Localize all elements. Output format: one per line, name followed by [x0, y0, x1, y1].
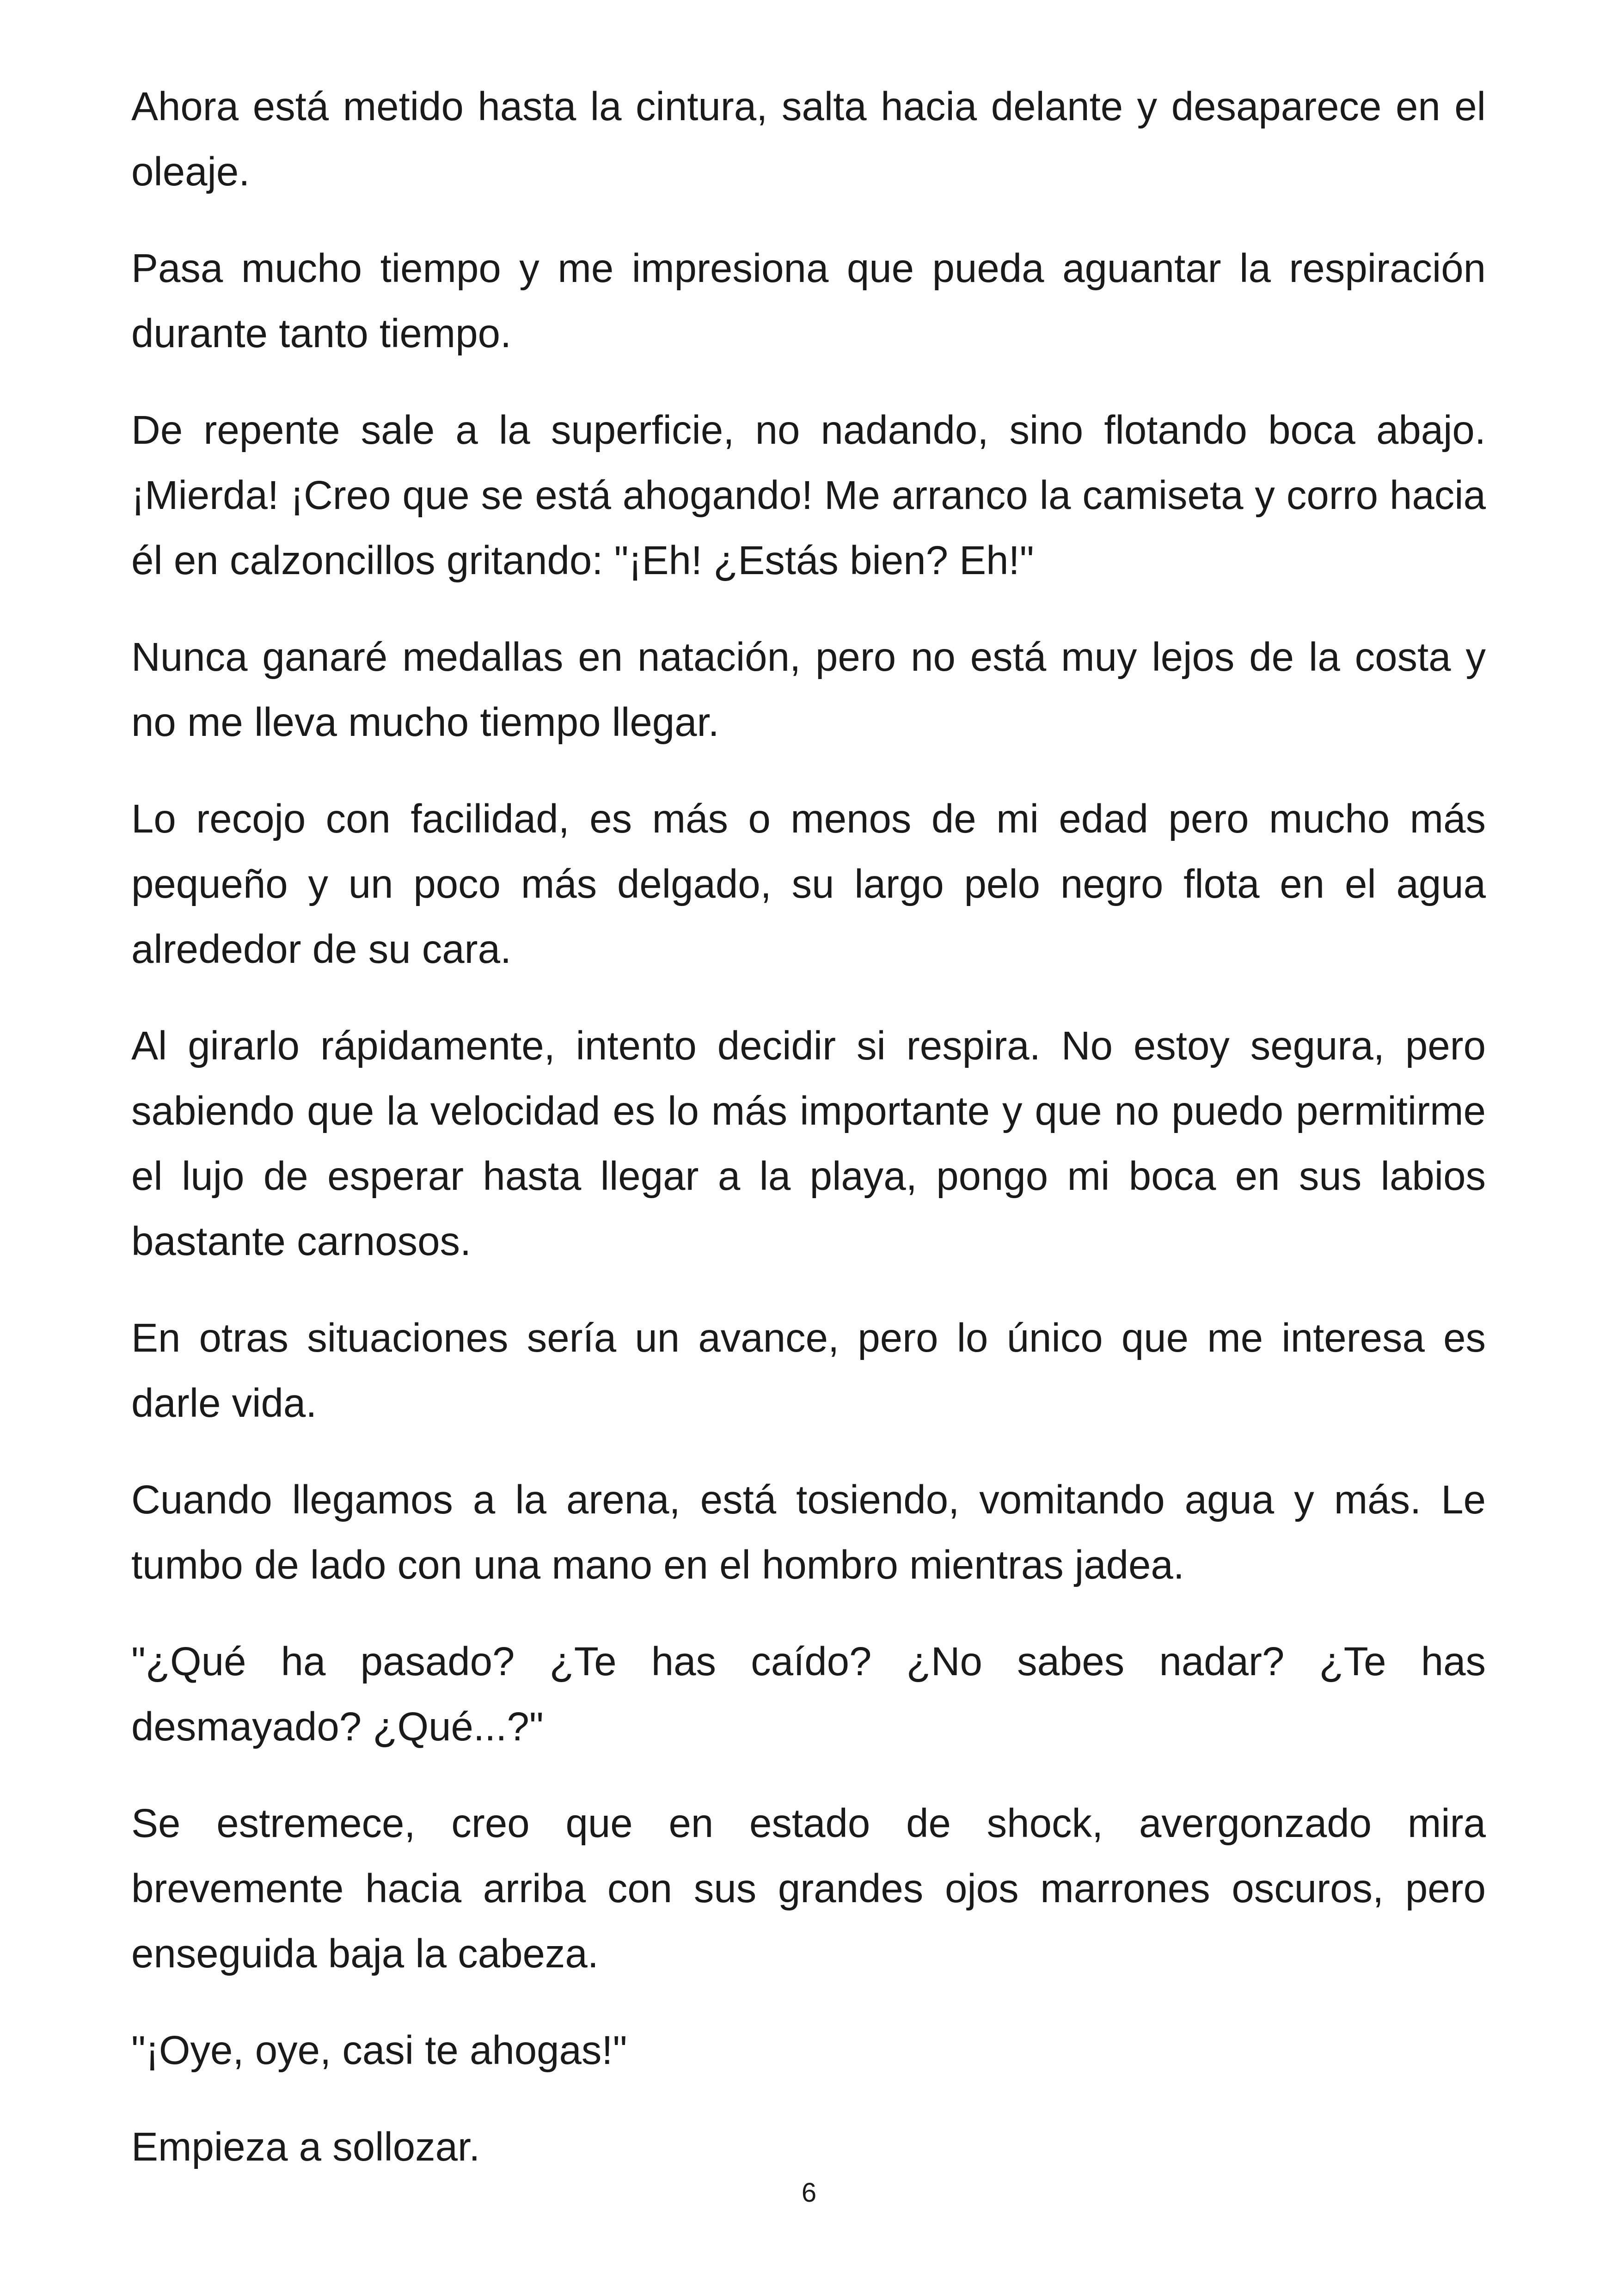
paragraph: Lo recojo con facilidad, es más o menos de mi edad pero mucho más pequeño y un poco más delgado, su largo pelo negro flota en el agua alrededor de su cara.: [131, 796, 1486, 972]
paragraph: En otras situaciones sería un avance, pero lo único que me interesa es darle vida.: [131, 1316, 1486, 1426]
paragraph: De repente sale a la superficie, no nadando, sino flotando boca abajo. ¡Mierda! ¡Creo que se está ahogando! Me arranco la camiseta y corro hacia él en calzoncillos gritando: "¡Eh! ¿Estás bien? Eh!": [131, 408, 1486, 583]
paragraph: Nunca ganaré medallas en natación, pero no está muy lejos de la costa y no me lleva mucho tiempo llegar.: [131, 635, 1486, 745]
paragraph: "¿Qué ha pasado? ¿Te has caído? ¿No sabes nadar? ¿Te has desmayado? ¿Qué...?": [131, 1639, 1486, 1749]
paragraph: "¡Oye, oye, casi te ahogas!": [131, 2028, 627, 2073]
paragraph: Cuando llegamos a la arena, está tosiendo, vomitando agua y más. Le tumbo de lado con una mano en el hombro mientras jadea.: [131, 1477, 1486, 1587]
paragraph: Al girarlo rápidamente, intento decidir si respira. No estoy segura, pero sabiendo que la velocidad es lo más importante y que no puedo permitirme el lujo de esperar hasta llegar a la playa, pongo mi boca en sus labios bastante carnosos.: [131, 1023, 1486, 1264]
paragraph: Ahora está metido hasta la cintura, salta hacia delante y desaparece en el oleaje.: [131, 84, 1486, 194]
paragraph: Empieza a sollozar.: [131, 2125, 480, 2169]
paragraph: Pasa mucho tiempo y me impresiona que pueda aguantar la respiración durante tanto tiempo.: [131, 246, 1486, 356]
page-body: [131, 74, 1486, 2211]
page-number: 6: [801, 2178, 817, 2208]
paragraph: Se estremece, creo que en estado de shock, avergonzado mira brevemente hacia arriba con sus grandes ojos marrones oscuros, pero enseguida baja la cabeza.: [131, 1801, 1486, 1976]
